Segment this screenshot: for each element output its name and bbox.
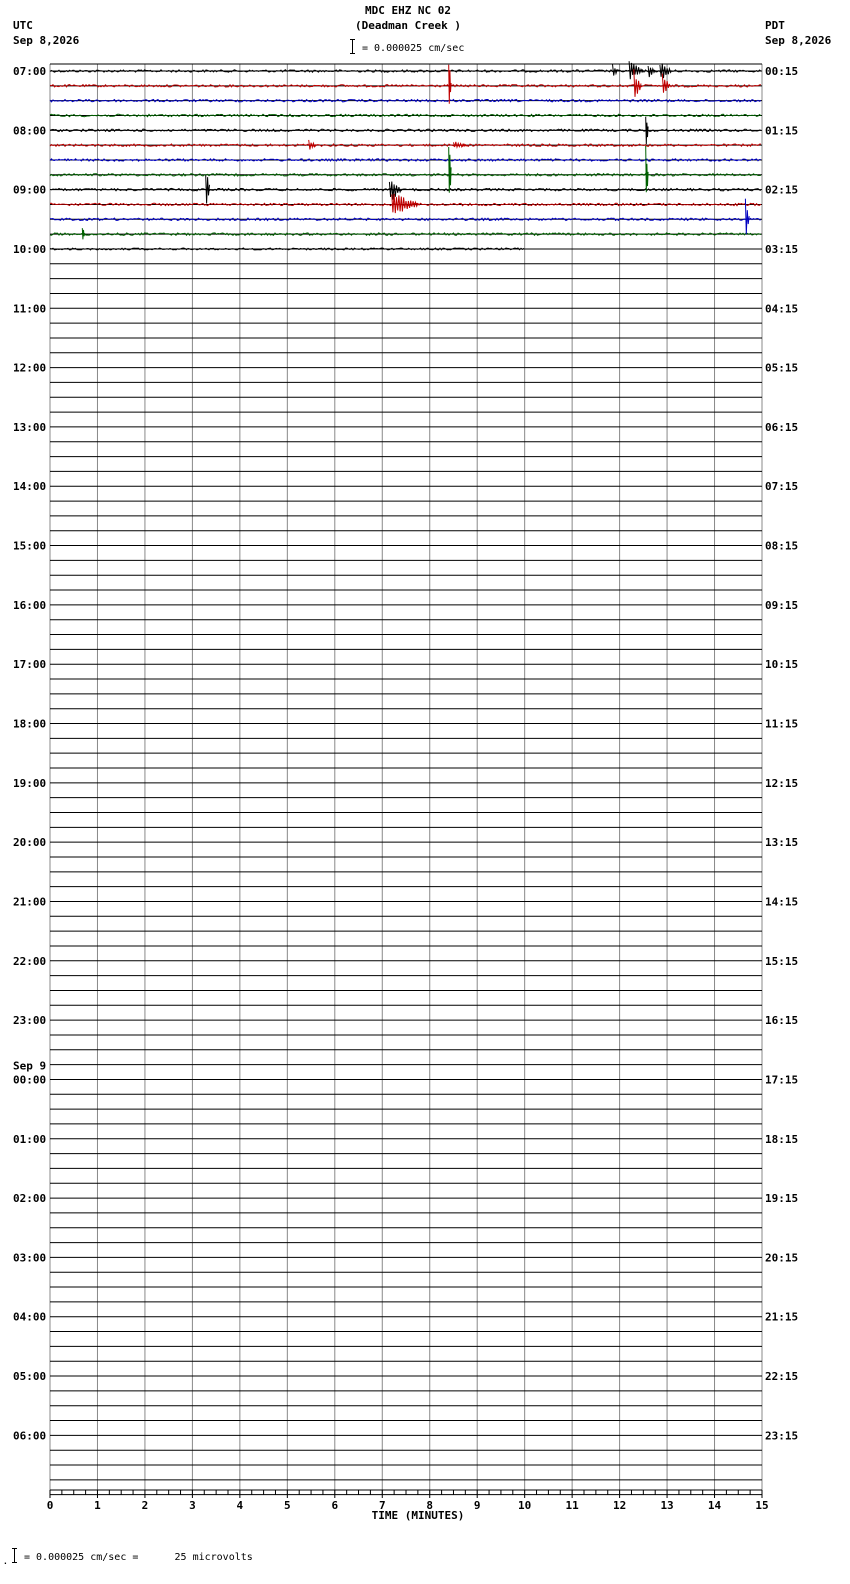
x-tick-label: 8 (426, 1499, 434, 1512)
utc-hour-label: 05:00 (13, 1370, 47, 1384)
pdt-hour-label: 10:15 (765, 658, 799, 672)
x-tick-label: 4 (236, 1499, 244, 1512)
utc-hour-label: 15:00 (13, 539, 47, 553)
pdt-hour-label: 06:15 (765, 420, 799, 434)
pdt-hour-label: 08:15 (765, 539, 799, 553)
pdt-hour-label: 13:15 (765, 836, 799, 850)
utc-hour-label: 07:00 (13, 65, 47, 78)
utc-hour-label: 00:00 (13, 1073, 47, 1087)
pdt-hour-label: 18:15 (765, 1132, 799, 1146)
x-tick-label: 10 (518, 1499, 532, 1512)
chart-subtitle: (Deadman Creek ) (355, 19, 461, 32)
utc-hour-label: 17:00 (13, 658, 47, 672)
event-spike (646, 146, 648, 193)
pdt-hour-label: 14:15 (765, 895, 799, 909)
x-tick-label: 12 (612, 1499, 627, 1512)
x-tick-label: 1 (94, 1499, 101, 1512)
pdt-hour-label: 15:15 (765, 954, 799, 968)
utc-hour-label: 08:00 (13, 124, 47, 138)
utc-hour-label: 09:00 (13, 183, 47, 197)
utc-hour-label: 16:00 (13, 598, 47, 612)
utc-hour-label: 18:00 (13, 717, 47, 731)
utc-date-label: Sep 9 (13, 1059, 47, 1073)
pdt-hour-label: 11:15 (765, 717, 799, 731)
x-tick-label: 6 (331, 1499, 339, 1512)
pdt-hour-label: 16:15 (765, 1014, 799, 1028)
utc-hour-label: 19:00 (13, 776, 47, 790)
right-date: Sep 8,2026 (765, 34, 832, 47)
pdt-hour-label: 17:15 (765, 1073, 799, 1087)
x-tick-label: 9 (473, 1499, 481, 1512)
pdt-hour-label: 05:15 (765, 361, 799, 375)
left-timezone: UTC (13, 19, 33, 32)
event-spike (392, 194, 420, 213)
x-tick-label: 13 (660, 1499, 674, 1512)
utc-hour-label: 21:00 (13, 895, 47, 909)
pdt-hour-label: 01:15 (765, 124, 799, 138)
event-spike (449, 147, 451, 193)
x-tick-label: 3 (189, 1499, 196, 1512)
pdt-hour-label: 22:15 (765, 1370, 799, 1384)
pdt-hour-label: 20:15 (765, 1251, 799, 1265)
utc-hour-label: 03:00 (13, 1251, 47, 1265)
x-tick-label: 15 (755, 1499, 769, 1512)
right-timezone: PDT (765, 19, 785, 32)
x-tick-label: 0 (46, 1499, 54, 1512)
pdt-hour-label: 09:15 (765, 598, 799, 612)
x-tick-label: 7 (378, 1499, 386, 1512)
pdt-hour-label: 12:15 (765, 776, 799, 790)
utc-hour-label: 22:00 (13, 954, 47, 968)
pdt-hour-label: 02:15 (765, 183, 799, 197)
utc-hour-label: 10:00 (13, 242, 47, 256)
utc-hour-label: 20:00 (13, 836, 47, 850)
event-spike (82, 228, 84, 239)
trace-row-1 (50, 85, 761, 87)
utc-hour-label: 14:00 (13, 480, 47, 494)
x-tick-label: 5 (284, 1499, 291, 1512)
utc-hour-label: 23:00 (13, 1014, 47, 1028)
utc-hour-label: 12:00 (13, 361, 47, 375)
grid (50, 64, 762, 1495)
scale-label: = 0.000025 cm/sec (362, 43, 465, 54)
event-spike (454, 142, 468, 147)
x-tick-label: 11 (565, 1499, 579, 1512)
seismic-traces (50, 61, 761, 250)
left-date: Sep 8,2026 (13, 34, 80, 47)
event-spike (389, 182, 401, 200)
chart-title: MDC EHZ NC 02 (364, 4, 452, 17)
utc-hour-label: 01:00 (13, 1132, 47, 1146)
x-tick-label: 14 (707, 1499, 722, 1512)
pdt-hour-label: 03:15 (765, 242, 799, 256)
utc-hour-label: 11:00 (13, 302, 47, 316)
pdt-hour-label: 19:15 (765, 1192, 799, 1206)
event-spike (646, 117, 648, 145)
utc-hour-label: 02:00 (13, 1192, 47, 1206)
pdt-hour-label: 00:15 (765, 65, 799, 78)
footer-scale-icon: . (3, 1548, 19, 1564)
pdt-hour-label: 21:15 (765, 1310, 799, 1324)
event-spike (206, 175, 210, 203)
footer-scale-label: = 0.000025 cm/sec = 25 microvolts (24, 1552, 253, 1563)
x-axis-label: TIME (MINUTES) (371, 1509, 465, 1522)
x-tick-label: 2 (141, 1499, 149, 1512)
utc-hour-label: 13:00 (13, 420, 47, 434)
pdt-hour-label: 04:15 (765, 302, 799, 316)
pdt-hour-label: 23:15 (765, 1429, 799, 1443)
utc-hour-label: 06:00 (13, 1429, 47, 1443)
pdt-hour-label: 07:15 (765, 480, 799, 494)
event-spike (648, 66, 655, 77)
utc-hour-label: 04:00 (13, 1310, 47, 1324)
